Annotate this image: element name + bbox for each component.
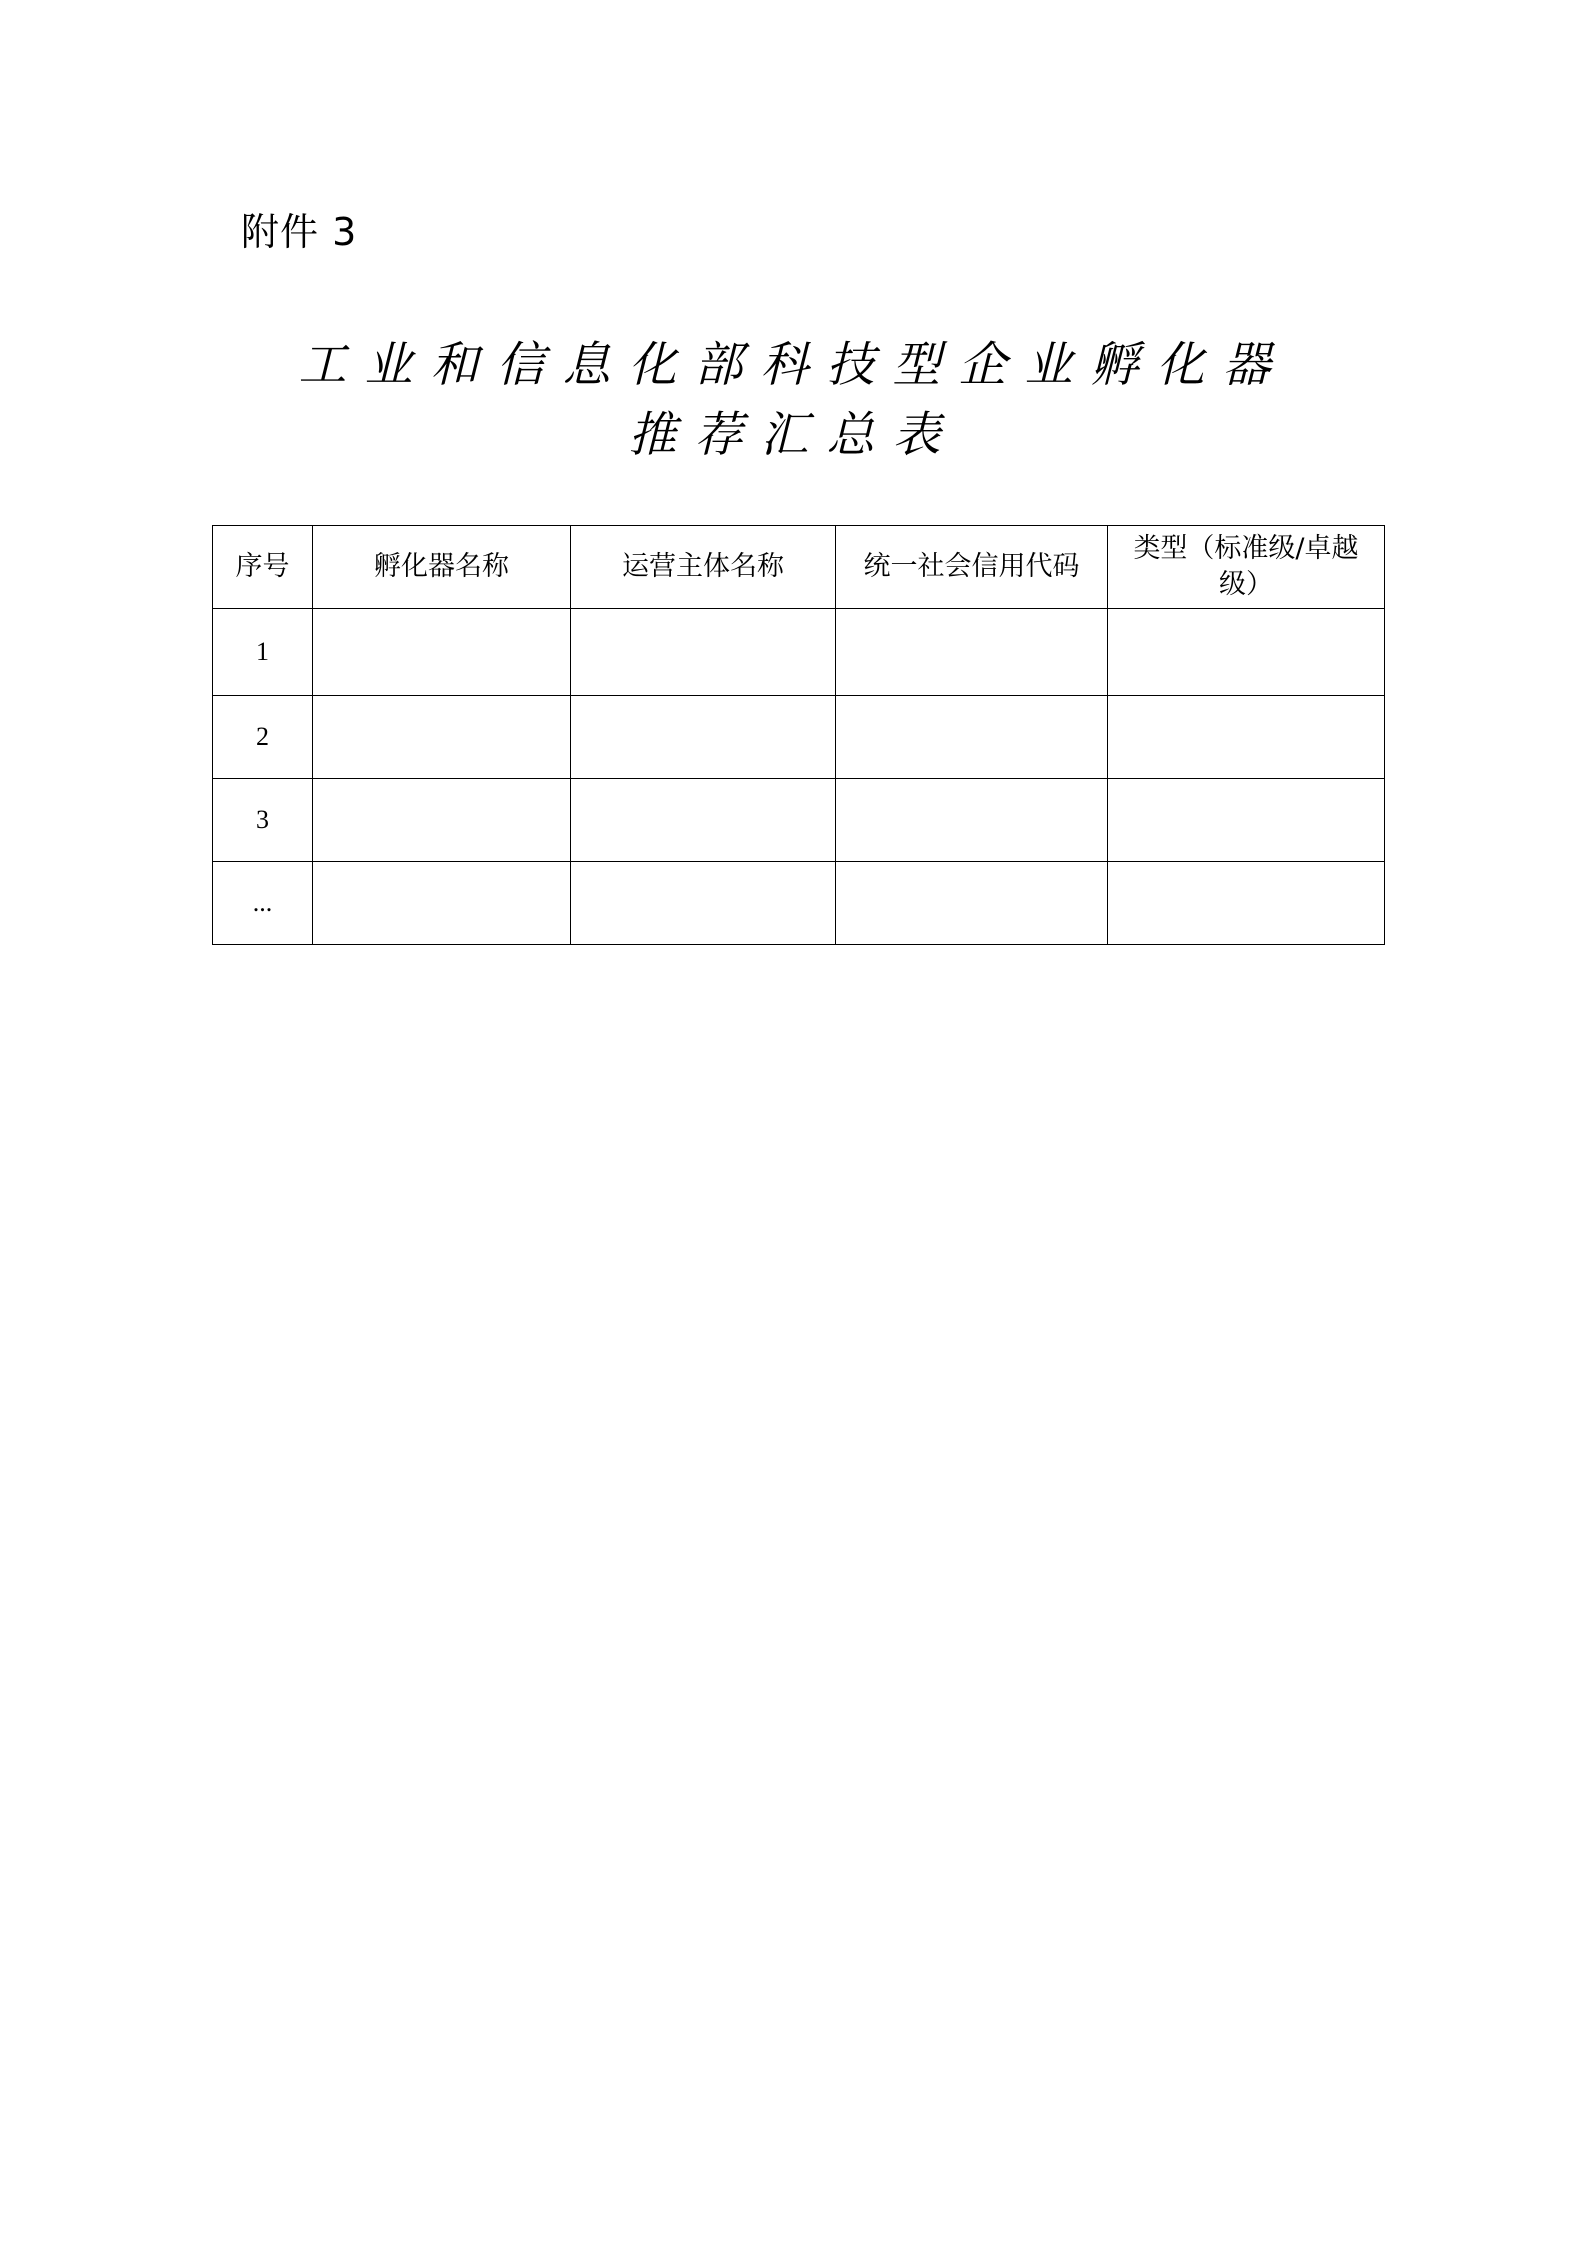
header-type: 类型（标准级/卓越级） [1108,526,1385,609]
cell-incubator-name[interactable] [313,779,571,862]
cell-incubator-name[interactable] [313,609,571,696]
table-row [213,862,1385,945]
table-row [213,609,1385,696]
cell-operator-name[interactable] [571,609,836,696]
form-title-line-2: 推荐汇总表 [628,407,959,463]
header-incubator-name: 孵化器名称 [313,526,571,609]
cell-type[interactable] [1108,696,1385,779]
cell-incubator-name[interactable] [313,862,571,945]
cell-operator-name[interactable] [571,779,836,862]
table-row [213,779,1385,862]
cell-type[interactable] [1108,779,1385,862]
table-row [213,696,1385,779]
cell-seq: 2 [213,696,313,779]
cell-seq: ... [213,862,313,945]
cell-credit-code[interactable] [836,862,1108,945]
cell-seq: 3 [213,779,313,862]
header-seq: 序号 [213,526,313,609]
recommendation-summary-table [212,525,1385,945]
header-operator-name: 运营主体名称 [571,526,836,609]
cell-operator-name[interactable] [571,696,836,779]
header-credit-code: 统一社会信用代码 [836,526,1108,609]
attachment-label: 附件 3 [241,210,358,254]
cell-credit-code[interactable] [836,609,1108,696]
table-header-row [213,526,1385,609]
cell-type[interactable] [1108,862,1385,945]
cell-credit-code[interactable] [836,779,1108,862]
cell-credit-code[interactable] [836,696,1108,779]
form-title-line-1: 工业和信息化部科技型企业孵化器 [298,337,1289,393]
cell-type[interactable] [1108,609,1385,696]
cell-incubator-name[interactable] [313,696,571,779]
cell-seq: 1 [213,609,313,696]
cell-operator-name[interactable] [571,862,836,945]
